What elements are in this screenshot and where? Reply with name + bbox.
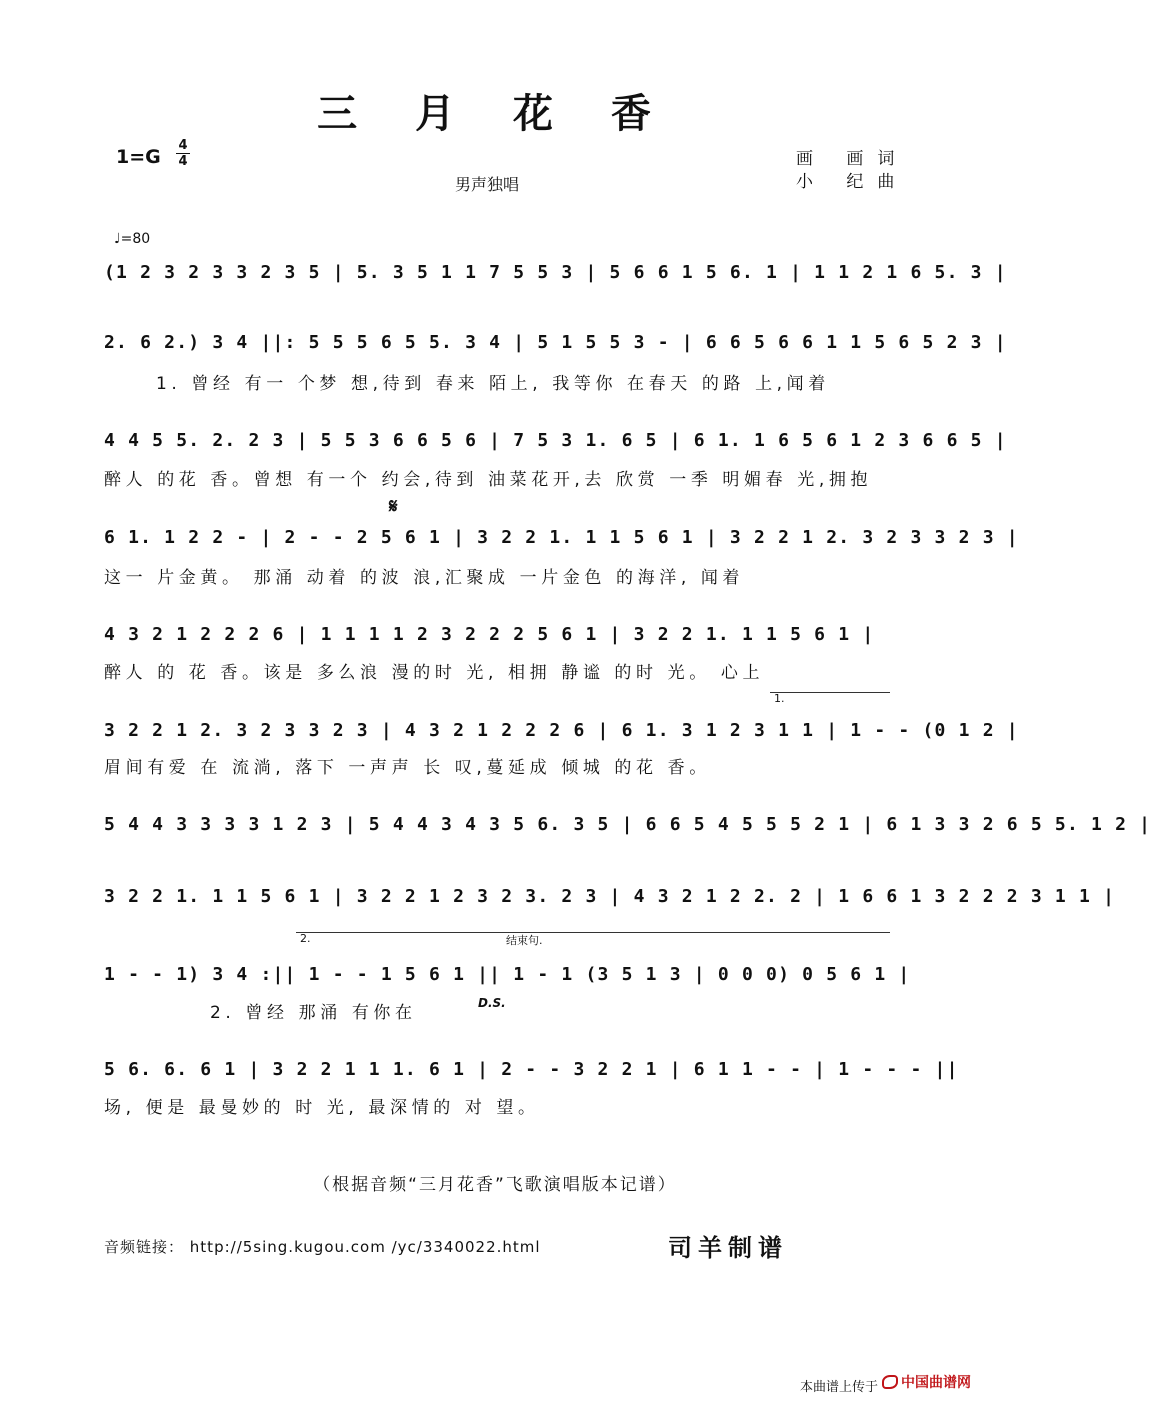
tempo-marking: ♩=80: [114, 231, 151, 247]
ending-label: 结束句.: [506, 934, 543, 947]
lyric-row-10: 场, 便是 最曼妙的 时 光, 最深情的 对 望。: [104, 1098, 540, 1118]
source-note: （根据音频“三月花香”飞歌演唱版本记谱）: [313, 1175, 677, 1195]
performer-label: 男声独唱: [455, 175, 520, 194]
music-row-9: 1 - - 1) 3 4 :|| 1 - - 1 5 6 1 || 1 - 1 (3 5 1 3 | 0 0 0) 0 5 6 1 |: [104, 964, 911, 985]
music-row-10: 5 6. 6. 6 1 | 3 2 2 1 1 1. 6 1 | 2 - - 3 2 2 1 | 6 1 1 - - | 1 - - - ||: [104, 1059, 959, 1080]
lyric-row-5: 醉人 的 花 香。该是 多么浪 漫的时 光, 相拥 静谧 的时 光。 心上: [104, 663, 765, 683]
ds-marking: D.S.: [478, 996, 506, 1010]
music-row-5: 4 3 2 1 2 2 2 6 | 1 1 1 1 2 3 2 2 2 5 6 1 | 3 2 2 1. 1 1 5 6 1 |: [104, 624, 875, 645]
time-signature-top: 4: [178, 138, 188, 153]
volta-1-line: [770, 692, 890, 693]
lyric-row-6: 眉间有爱 在 流淌, 落下 一声声 长 叹,蔓延成 倾城 的花 香。: [104, 758, 711, 778]
volta-2-label: 2.: [300, 932, 311, 945]
music-row-2: 2. 6 2.) 3 4 ||: 5 5 5 6 5 5. 3 4 | 5 1 5 5 3 - | 6 6 5 6 6 1 1 5 6 5 2 3 |: [104, 332, 1007, 353]
music-row-6: 3 2 2 1 2. 3 2 3 3 2 3 | 4 3 2 1 2 2 2 6 | 6 1. 3 1 2 3 1 1 | 1 - - (0 1 2 |: [104, 720, 1019, 741]
lyricist-credit: 画 画词: [796, 149, 909, 169]
volta-2-line: [296, 932, 890, 933]
site-logo-text: 中国曲谱网: [901, 1375, 971, 1391]
audio-link: [104, 1236, 541, 1257]
composer-credit: 小 纪曲: [796, 172, 909, 192]
music-row-7: 5 4 4 3 3 3 3 1 2 3 | 5 4 4 3 4 3 5 6. 3 5 | 6 6 5 4 5 5 5 2 1 | 6 1 3 3 2 6 5 5. 1 2 |: [104, 814, 1151, 835]
audio-link-label: 音频链接：: [104, 1238, 185, 1256]
lyric-row-9: 2. 曾经 那涌 有你在: [210, 1003, 417, 1023]
lyric-row-4: 这一 片金黄。 那涌 动着 的波 浪,汇聚成 一片金色 的海洋, 闻着: [104, 568, 745, 588]
footer-text: 本曲谱上传于: [800, 1380, 879, 1395]
time-signature: [176, 138, 190, 169]
page-title: 三 月 花 香: [317, 90, 673, 137]
audio-link-url[interactable]: http://5sing.kugou.com /yc/3340022.html: [189, 1238, 541, 1256]
music-row-1: (1 2 3 2 3 3 2 3 5 | 5. 3 5 1 1 7 5 5 3 | 5 6 6 1 5 6. 1 | 1 1 2 1 6 5. 3 |: [104, 262, 1007, 283]
transcriber-seal: 司羊制谱: [668, 1233, 788, 1262]
time-signature-bottom: 4: [176, 153, 190, 169]
logo-icon: [882, 1375, 898, 1389]
lyric-row-3: 醉人 的花 香。曾想 有一个 约会,待到 油菜花开,去 欣赏 一季 明媚春 光,拥抱: [104, 470, 873, 490]
lyric-row-2: 1. 曾经 有一 个梦 想,待到 春来 陌上, 我等你 在春天 的路 上,闻着: [156, 374, 830, 394]
music-row-4: 6 1. 1 2 2 - | 2 - - 2 5 6 1 | 3 2 2 1. 1 1 5 6 1 | 3 2 2 1 2. 3 2 3 3 2 3 |: [104, 527, 1019, 548]
volta-1-label: 1.: [774, 692, 785, 705]
music-row-3: 4 4 5 5. 2. 2 3 | 5 5 3 6 6 5 6 | 7 5 3 1. 6 5 | 6 1. 1 6 5 6 1 2 3 6 6 5 |: [104, 430, 1007, 451]
music-row-8: 3 2 2 1. 1 1 5 6 1 | 3 2 2 1 2 3 2 3. 2 3 | 4 3 2 1 2 2. 2 | 1 6 6 1 3 2 2 2 3 1 1 |: [104, 886, 1116, 907]
key-signature: 1=G: [116, 146, 161, 168]
segno-sign: 𝄋: [389, 494, 398, 518]
site-logo[interactable]: [882, 1372, 971, 1392]
